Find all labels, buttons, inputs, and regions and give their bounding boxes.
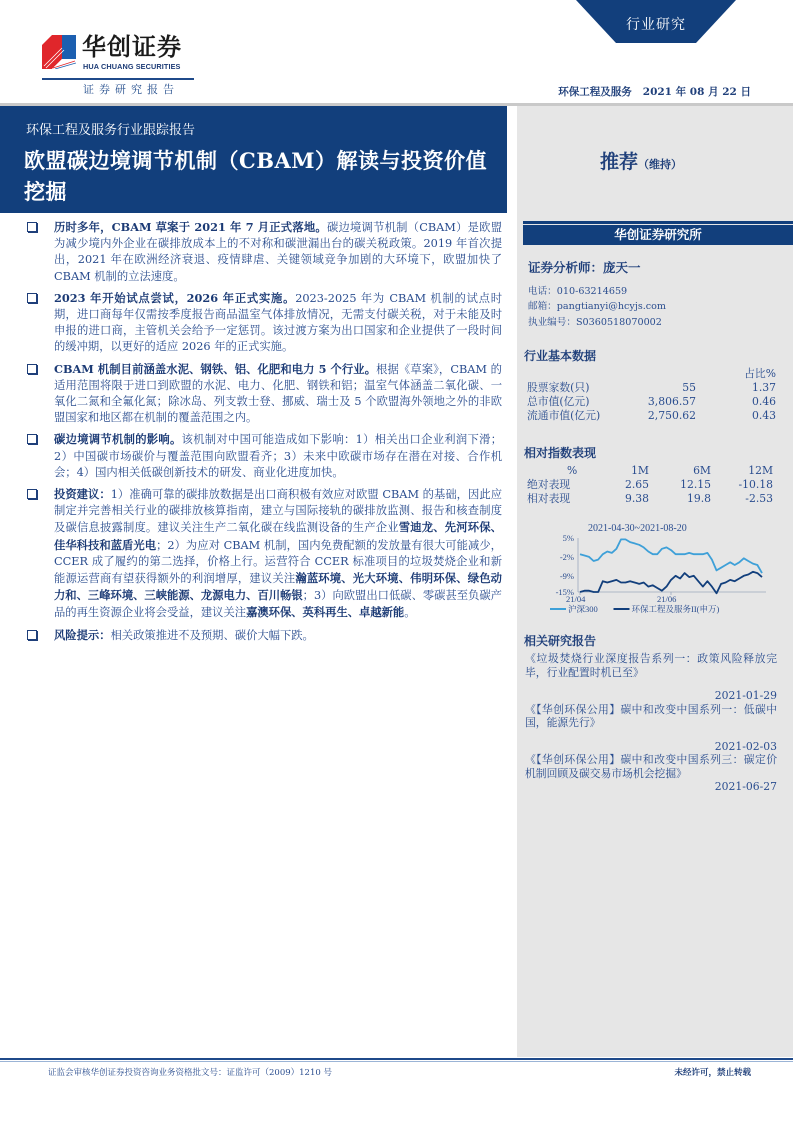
related-reports-heading: 相关研究报告 <box>524 634 597 648</box>
analyst-phone: 电话：010-63214659 <box>528 286 628 297</box>
checkbox-bullet-icon <box>27 222 37 232</box>
checkbox-bullet-icon <box>27 293 37 303</box>
related-report-link[interactable]: 《【华创环保公用】碳中和改变中国系列三：碳定价机制回顾及碳交易市场机会挖掘》 <box>525 753 777 780</box>
svg-text:环保工程及服务II(申万): 环保工程及服务II(申万) <box>631 604 720 614</box>
row-label: 股票家数(只) <box>527 381 590 394</box>
recommended-stocks: 嘉澳环保、英科再生、卓越新能 <box>246 605 405 620</box>
footer-divider <box>0 1058 793 1060</box>
svg-text:5%: 5% <box>562 533 574 543</box>
table-row <box>527 381 776 395</box>
bullet-lead: 风险提示： <box>54 627 111 642</box>
related-report-link[interactable]: 《垃圾焚烧行业深度报告系列一：政策风险释放完毕，行业配置时机已至》 <box>525 652 777 679</box>
table-row <box>527 492 773 506</box>
rating <box>600 147 682 174</box>
sector-label: 环保工程及服务 <box>558 86 632 98</box>
column-header: 6M <box>693 464 711 477</box>
basic-data-heading: 行业基本数据 <box>524 349 597 363</box>
row-value: 2,750.62 <box>647 409 696 422</box>
analyst-license: 执业编号：S0360518070002 <box>528 317 662 328</box>
analyst-name: 证券分析师：庞天一 <box>528 260 641 275</box>
institute-banner: 华创证券研究所 <box>523 225 793 245</box>
column-header: 占比% <box>744 367 776 380</box>
sector-and-date <box>558 84 751 99</box>
relative-performance-chart <box>540 520 780 615</box>
row-label: 相对表现 <box>527 492 571 505</box>
related-report-date: 2021-06-27 <box>714 780 777 793</box>
category-tag: 行业研究 <box>626 17 686 33</box>
table-row <box>527 395 776 409</box>
report-date: 2021 年 08 月 22 日 <box>642 86 751 98</box>
related-report-date: 2021-02-03 <box>714 739 777 753</box>
bullet-item <box>27 290 502 356</box>
row-label: 总市值(亿元) <box>527 395 590 408</box>
svg-text:-15%: -15% <box>555 587 574 597</box>
bullet-lead: 2023 年开始试点尝试，2026 年正式实施。 <box>54 290 296 305</box>
basic-data-table <box>527 367 776 423</box>
svg-text:-9%: -9% <box>559 570 574 581</box>
related-report-date: 2021-01-29 <box>714 689 777 702</box>
institute-divider <box>523 221 793 224</box>
bullet-text: 1）准确可靠的碳排放数据是出口商积极有效应对欧盟 CBAM 的基础，因此应制定并完善相关行业的碳排放核算指南，建立与国际接轨的碳排放监测、报告和核查制度及碳信息披露制度。建议关注生产二氧化碳在线监测设备的生产企业 <box>54 488 502 535</box>
row-value: 55 <box>682 381 696 394</box>
logo-subtitle: 证券研究报告 <box>83 83 179 96</box>
bullet-item-investment <box>27 486 502 622</box>
row-1m: 2.65 <box>624 478 649 491</box>
column-header: 1M <box>631 464 649 477</box>
chart-title: 2021-04-30~2021-08-20 <box>588 523 687 534</box>
footer-divider-light <box>0 1061 793 1062</box>
column-header: 12M <box>748 464 773 477</box>
table-row <box>527 478 773 492</box>
logo-cube-icon <box>42 35 76 69</box>
bullet-text: ；3）向欧盟出口低碳、零碳甚至负碳产品的再生资源企业将会受益，建议关注 <box>54 589 502 620</box>
row-12m: -2.53 <box>745 492 773 505</box>
bullet-text: 相关政策推进不及预期、碳价大幅下跌。 <box>110 628 314 642</box>
row-6m: 19.8 <box>686 492 711 505</box>
related-reports-list <box>525 652 777 794</box>
row-1m: 9.38 <box>624 492 649 505</box>
company-logo <box>42 33 192 96</box>
bullet-lead: 历时多年，CBAM 草案于 2021 年 7 月正式落地。 <box>54 220 327 234</box>
bullet-text: 根据《草案》，CBAM 的适用范围将限于进口到欧盟的水泥、电力、化肥、钢铁和铝；温室气体涵盖二氧化碳、一氧化二氮和全氟化氮；除冰岛、列支敦士登、挪威、瑞士及 5 个欧盟海外领地之外的非欧盟国家和地区都在机制的覆盖范围之内。 <box>54 362 502 425</box>
bullet-text: 碳边境调节机制（CBAM）是欧盟为减少境内外企业在碳排放成本上的不对称和碳泄漏出台的碳关税政策。2019 年首次提出，2021 年在欧洲经济衰退、疫情肆虐、关键领域竞争加剧的大环境下，欧盟加快了 CBAM 机制的立法速度。 <box>54 221 502 283</box>
bullet-lead: 投资建议： <box>54 487 111 502</box>
bullet-text: ；2）为应对 CBAM 机制，国内免费配额的发放量有很大可能减少，CCER 成了履约的第二选择，价格上行。运营符合 CCER 标准项目的垃圾焚烧企业和新能源运营商有望获得额外的利润增厚，建议关注 <box>54 538 502 586</box>
checkbox-bullet-icon <box>27 630 37 640</box>
y-axis-ticks <box>556 533 574 597</box>
row-value: 3,806.57 <box>647 395 696 408</box>
bullet-item <box>27 219 502 285</box>
logo-chinese-name: 华创证券 <box>82 33 182 61</box>
row-label: 流通市值(亿元) <box>527 409 601 422</box>
performance-heading: 相对指数表现 <box>524 446 597 460</box>
row-pct: 0.46 <box>751 395 776 408</box>
analyst-email[interactable]: 邮箱：pangtianyi@hcyjs.com <box>528 301 667 312</box>
performance-table <box>527 464 773 506</box>
rating-note: （维持） <box>638 158 683 171</box>
checkbox-bullet-icon <box>27 489 37 499</box>
checkbox-bullet-icon <box>27 364 37 374</box>
svg-text:-2%: -2% <box>559 551 574 562</box>
logo-divider <box>42 78 194 80</box>
svg-text:21/06: 21/06 <box>657 594 677 604</box>
table-header-row <box>527 367 776 381</box>
table-row <box>527 409 776 423</box>
line-chart <box>540 520 780 615</box>
column-header: % <box>567 464 578 477</box>
recommended-stocks: 瀚蓝环境、光大环境、伟明环保、绿色动力和、三峰环境、三峡能源、龙源电力、百川畅银 <box>54 571 502 603</box>
bullet-lead: CBAM 机制目前涵盖水泥、钢铁、铝、化肥和电力 5 个行业。 <box>54 361 377 376</box>
related-report-link[interactable]: 《【华创环保公用】碳中和改变中国系列一：低碳中国，能源先行》 <box>525 702 777 729</box>
bullet-item <box>27 431 502 481</box>
row-12m: -10.18 <box>738 478 773 491</box>
row-pct: 1.37 <box>751 381 776 394</box>
rating-value: 推荐 <box>600 151 639 173</box>
bullet-text: 2023-2025 年为 CBAM 机制的试点时期，进口商每年仅需按季度报告商品温室气体排放情况，无需支付碳关税，对于未能及时申报的进口商，主管机关会给予一定惩罚。该过渡方案为出口国家和企业提供了一段时间的缓冲期，以更好的适应 2026 年的正式实施。 <box>54 291 502 354</box>
svg-text:21/04: 21/04 <box>566 594 586 604</box>
row-label: 绝对表现 <box>527 478 571 491</box>
bullet-item <box>27 361 502 427</box>
recommended-stocks: 雪迪龙、先河环保、佳华科技和蓝盾光电 <box>54 520 502 552</box>
row-pct: 0.43 <box>751 409 776 422</box>
bullet-item-risk <box>27 627 502 644</box>
summary-bullets <box>27 219 502 649</box>
bullet-text: 。 <box>404 606 416 620</box>
svg-text:沪深300: 沪深300 <box>568 604 598 614</box>
chart-legend <box>550 604 719 614</box>
chart-series <box>580 539 762 593</box>
footer-copyright-note: 未经许可，禁止转载 <box>674 1068 751 1078</box>
report-subtitle: 环保工程及服务行业跟踪报告 <box>26 123 196 138</box>
table-header-row <box>527 464 773 478</box>
checkbox-bullet-icon <box>27 434 37 444</box>
logo-english-name: HUA CHUANG SECURITIES <box>83 62 181 71</box>
bullet-text: 该机制对中国可能造成如下影响：1）相关出口企业利润下滑；2）中国碳市场碳价与覆盖范围向欧盟看齐；3）未来中欧碳市场存在潜在对接、合作机会；4）国内相关低碳创新技术的研发、商业化进度加快。 <box>54 433 502 479</box>
bullet-lead: 碳边境调节机制的影响。 <box>54 432 182 447</box>
x-axis-ticks <box>566 592 676 604</box>
footer-license-note: 证监会审核华创证券投资咨询业务资格批文号：证监许可（2009）1210 号 <box>48 1068 332 1078</box>
row-6m: 12.15 <box>680 478 711 491</box>
report-title: 欧盟碳边境调节机制（CBAM）解读与投资价值挖掘 <box>24 148 488 204</box>
